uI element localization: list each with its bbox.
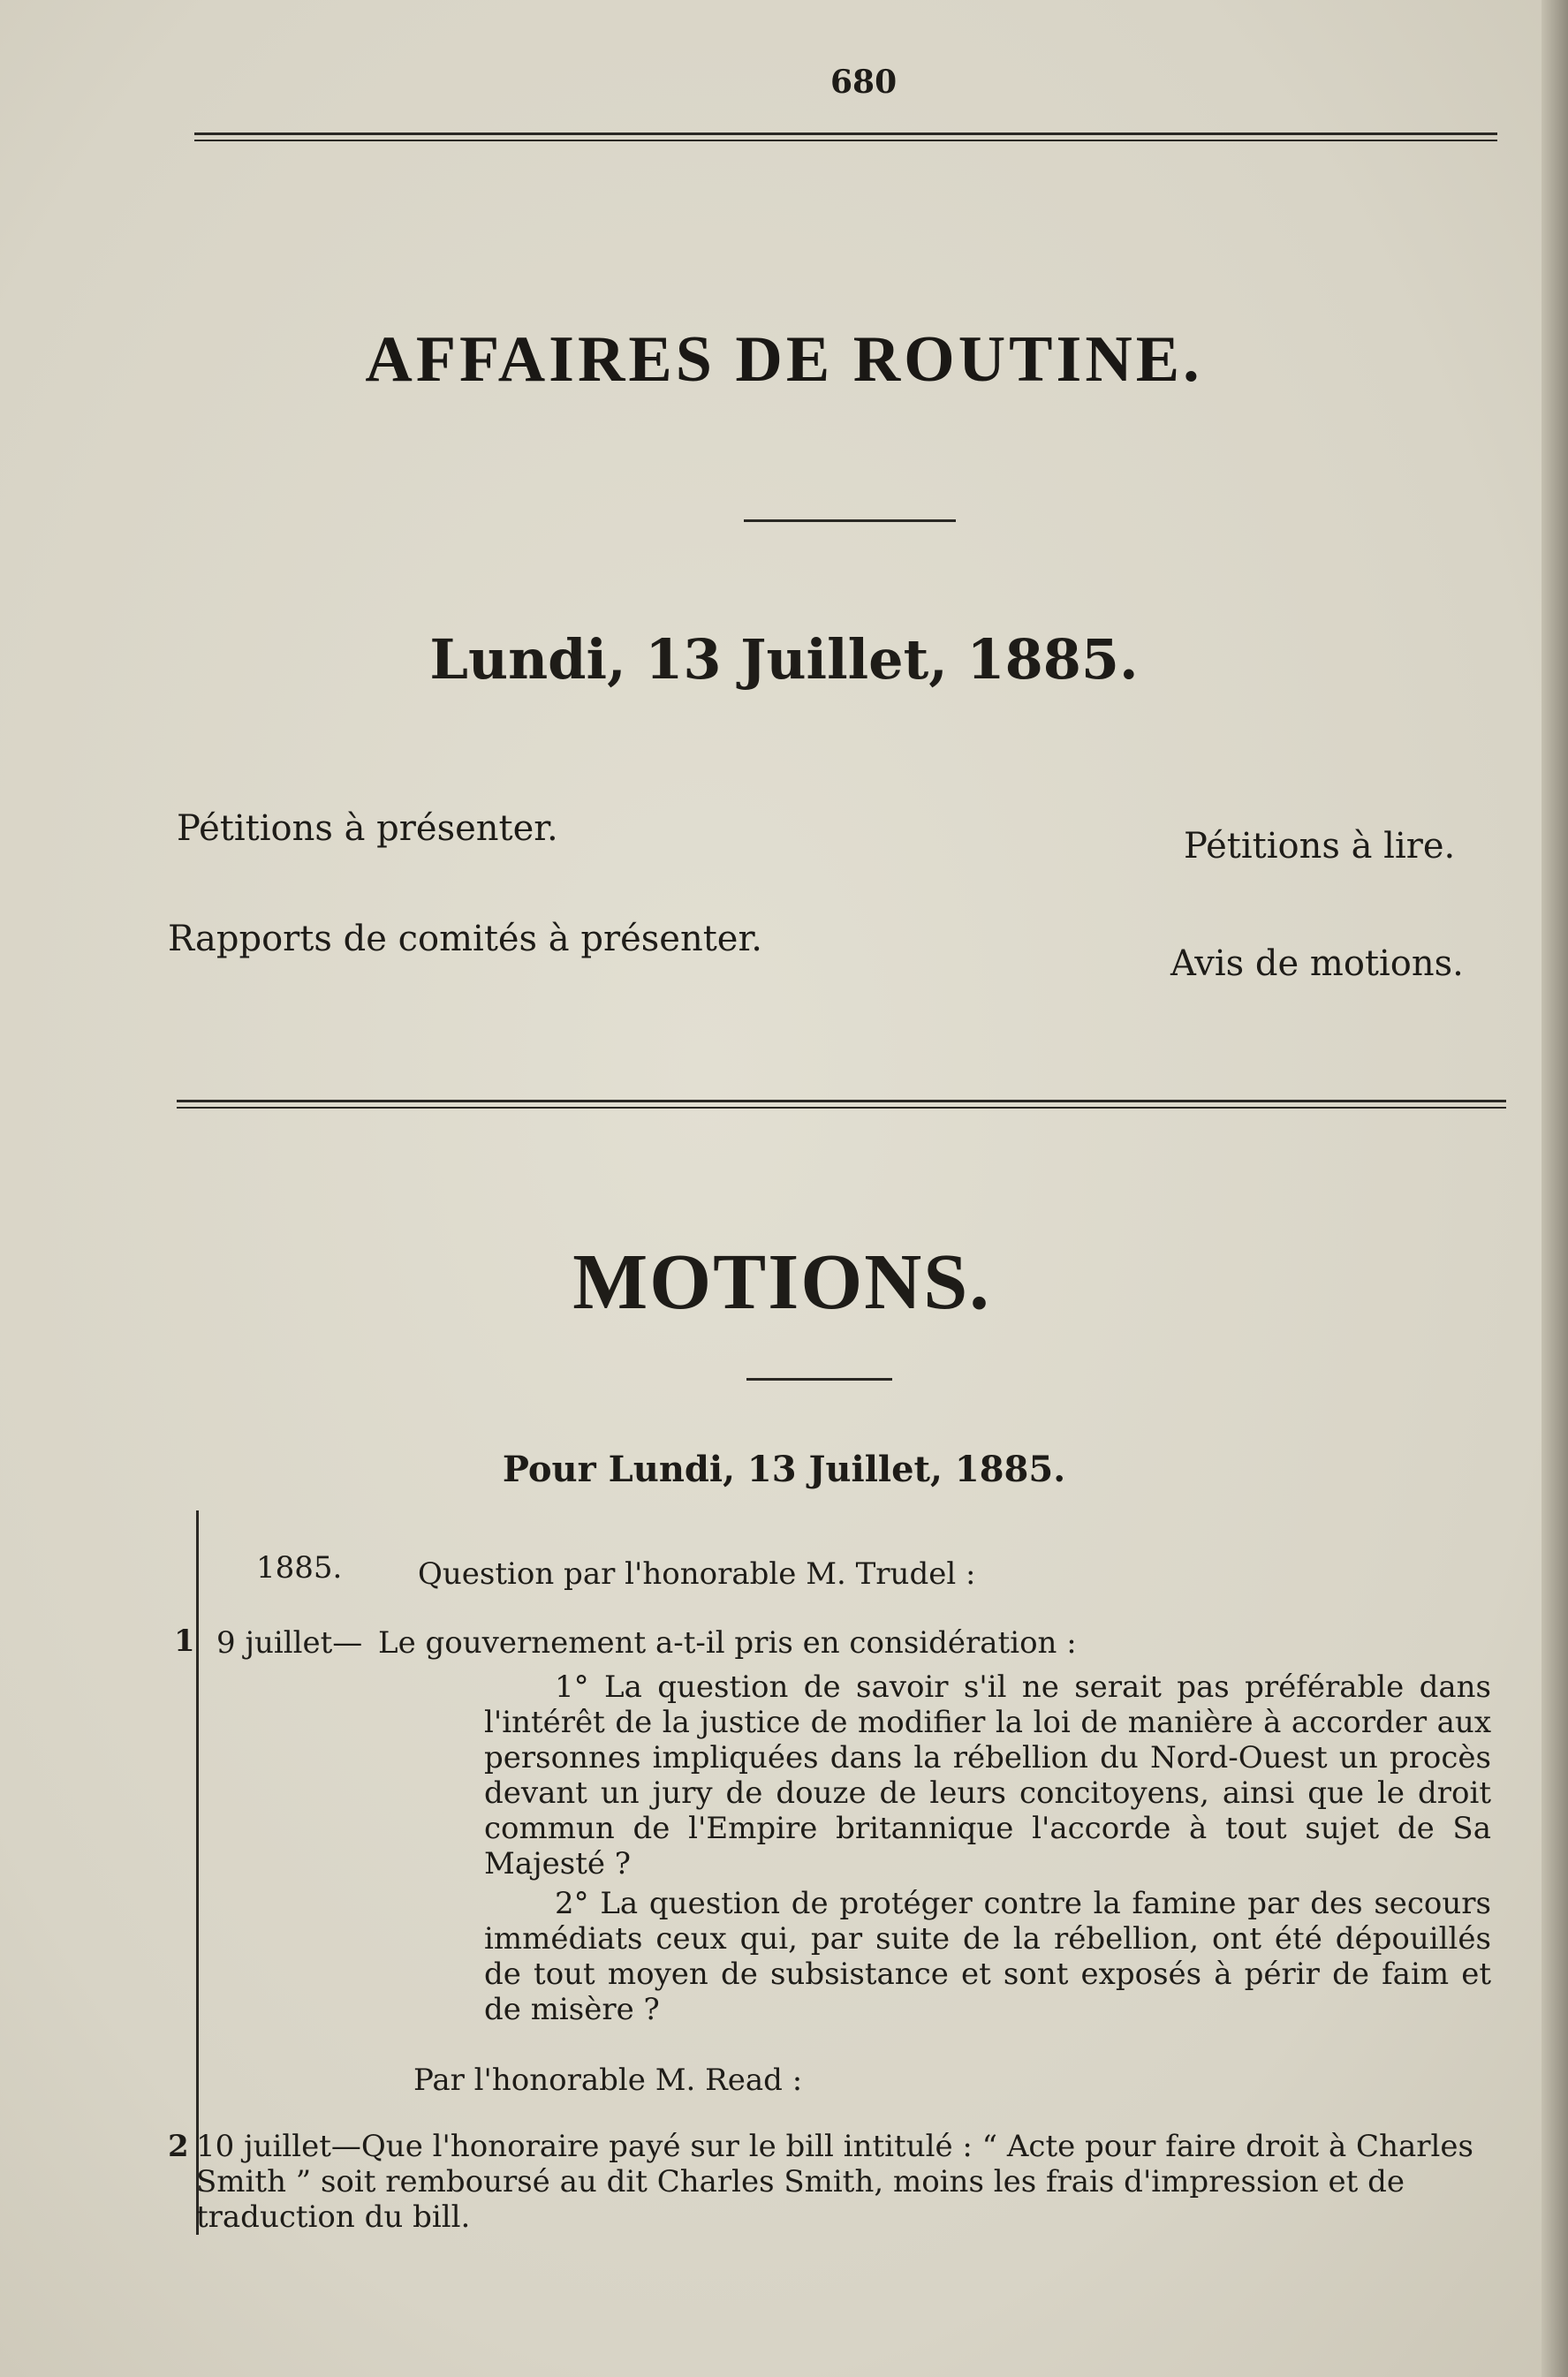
header-rule xyxy=(194,132,1497,141)
margin-rule xyxy=(196,1510,199,2235)
motion-2-block xyxy=(196,2129,1486,2235)
motions-rule xyxy=(746,1378,892,1381)
motion-number-2: 2 xyxy=(168,2129,189,2164)
page-number: 680 xyxy=(830,64,898,101)
session-date: Lundi, 13 Juillet, 1885. xyxy=(429,627,1139,692)
motion-intro-trudel: Question par l'honorable M. Trudel : xyxy=(418,1556,976,1592)
motion-text-1: Le gouvernement a-t-il pris en considération : xyxy=(378,1625,1077,1661)
motion-number-1: 1 xyxy=(174,1624,195,1659)
routine-item-petitions-present: Pétitions à présenter. xyxy=(177,808,558,849)
motion-text-2: Que l'honoraire payé sur le bill intitulé : “ Acte pour faire droit à Charles Smith ” soit remboursé au dit Charles Smith, moins les frais d'impression et de traduction du bill. xyxy=(196,2129,1473,2235)
title-rule xyxy=(744,519,956,522)
routine-item-committee-reports: Rapports de comités à présenter. xyxy=(168,919,762,959)
motions-subheading: Pour Lundi, 13 Juillet, 1885. xyxy=(502,1449,1066,1490)
motion-date-1: 9 juillet— xyxy=(216,1625,363,1661)
motion-date-2: 10 juillet— xyxy=(196,2129,361,2164)
routine-item-petitions-read: Pétitions à lire. xyxy=(1184,826,1456,867)
motion-1-point-2: 2° La question de protéger contre la famine par des secours immédiats ceux qui, par suite de la rébellion, ont été dépouillés de tout moyen de subsistance et sont exposés à périr de faim et de misère ? xyxy=(484,1886,1491,2027)
motions-heading: MOTIONS. xyxy=(572,1238,991,1326)
motion-1-point-1: 1° La question de savoir s'il ne serait pas préférable dans l'intérêt de la justice de modifier la loi de manière à accorder aux personnes impliquées dans la rébellion du Nord-Ouest un procès devant un jury de douze de leurs concitoyens, ainsi que le droit commun de l'Empire britannique l'accorde à tout sujet de Sa Majesté ? xyxy=(484,1669,1491,1881)
motion-intro-read: Par l'honorable M. Read : xyxy=(413,2063,803,2098)
motions-year: 1885. xyxy=(256,1550,343,1586)
section-title: AFFAIRES DE ROUTINE. xyxy=(365,323,1203,396)
section-divider-rule xyxy=(177,1100,1506,1109)
routine-item-notices-of-motion: Avis de motions. xyxy=(1170,943,1464,984)
